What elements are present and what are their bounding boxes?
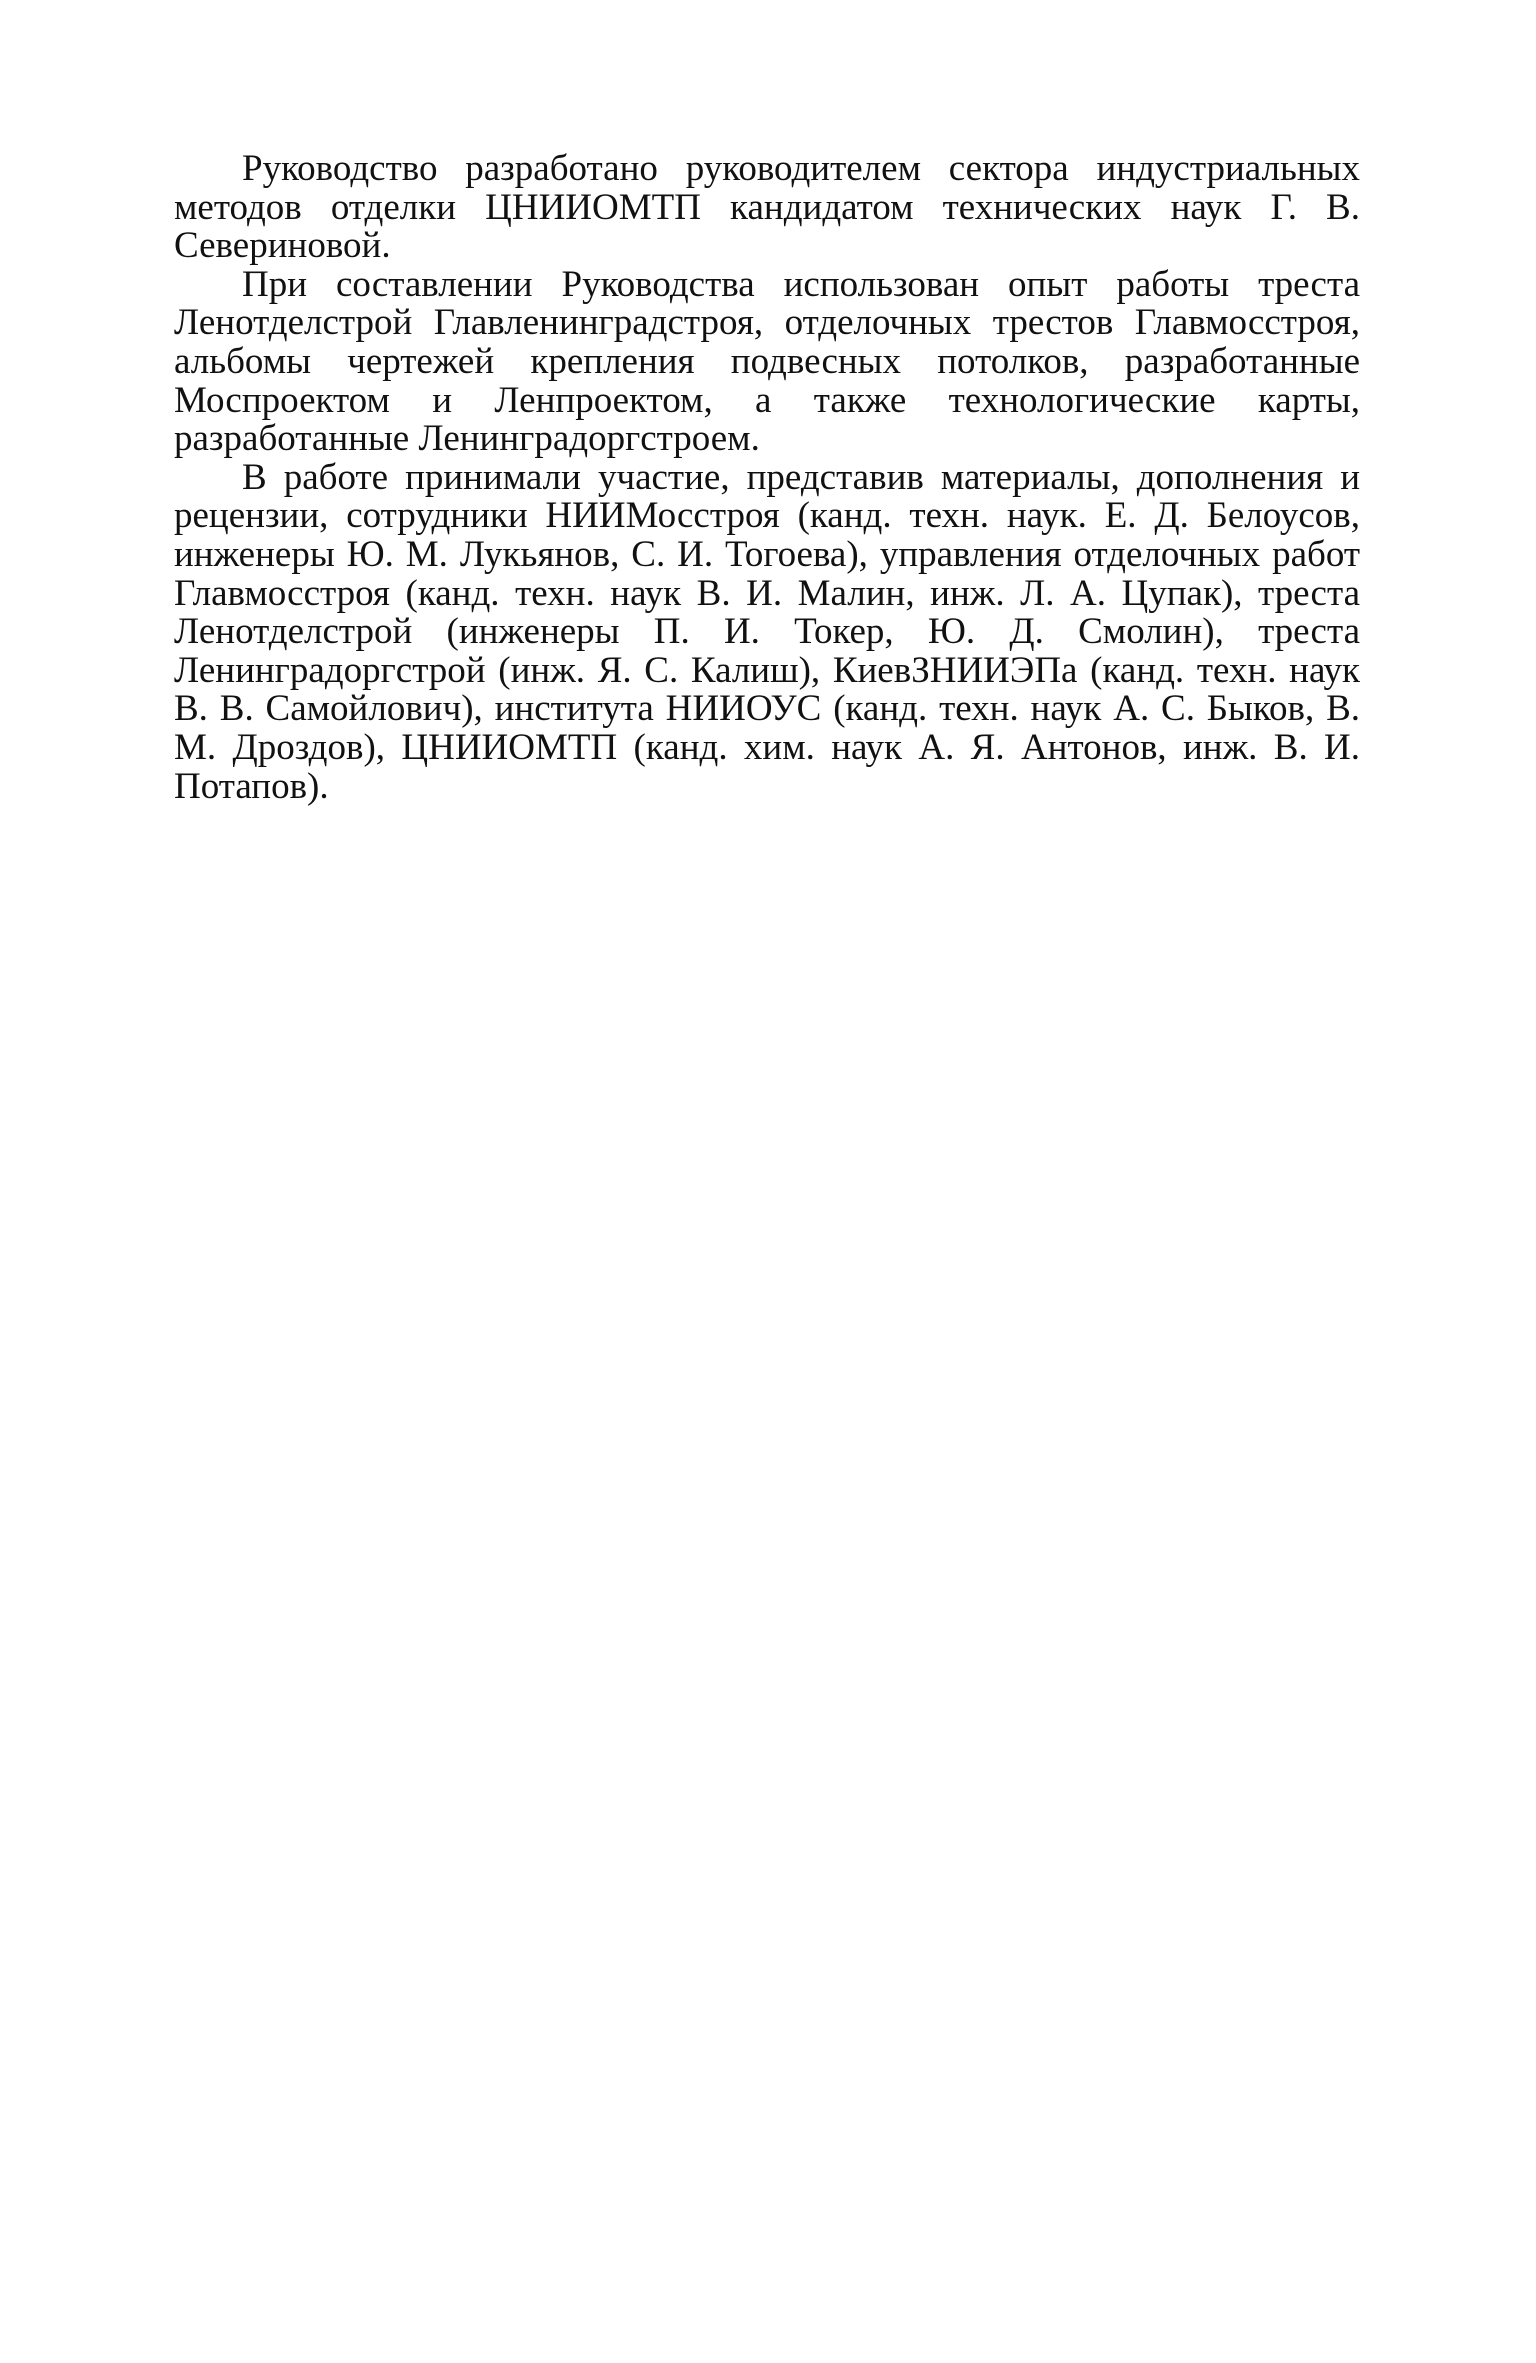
- paragraph-sources: При составлении Руководства использован опыт работы треста Ленотделстрой Главленинградстроя, отделочных трестов Главмосстроя, альбомы чертежей крепления подвесных потолков, разработанные Моспроектом и Ленпроектом, а также технологические карты, разработанные Ленинградоргстроем.: [174, 263, 1360, 460]
- paragraph-authorship: Руководство разработано руководителем сектора индустриальных методов отделки ЦНИИОМТП кандидатом технических наук Г. В. Севериновой.: [174, 148, 1360, 267]
- document-body: [174, 150, 1360, 806]
- paragraph-contributors: В работе принимали участие, представив материалы, дополнения и рецензии, сотрудники НИИМосстроя (канд. техн. наук. Е. Д. Белоусов, инженеры Ю. М. Лукьянов, С. И. Тогоева), управления отделочных работ Главмосстроя (канд. техн. наук В. И. Малин, инж. Л. А. Цупак), треста Ленотделстрой (инженеры П. И. Токер, Ю. Д. Смолин), треста Ленинградоргстрой (инж. Я. С. Калиш), КиевЗНИИЭПа (канд. техн. наук В. В. Самойлович), института НИИОУС (канд. техн. наук А. С. Быков, В. М. Дроздов), ЦНИИОМТП (канд. хим. наук А. Я. Антонов, инж. В. И. Потапов).: [174, 456, 1360, 807]
